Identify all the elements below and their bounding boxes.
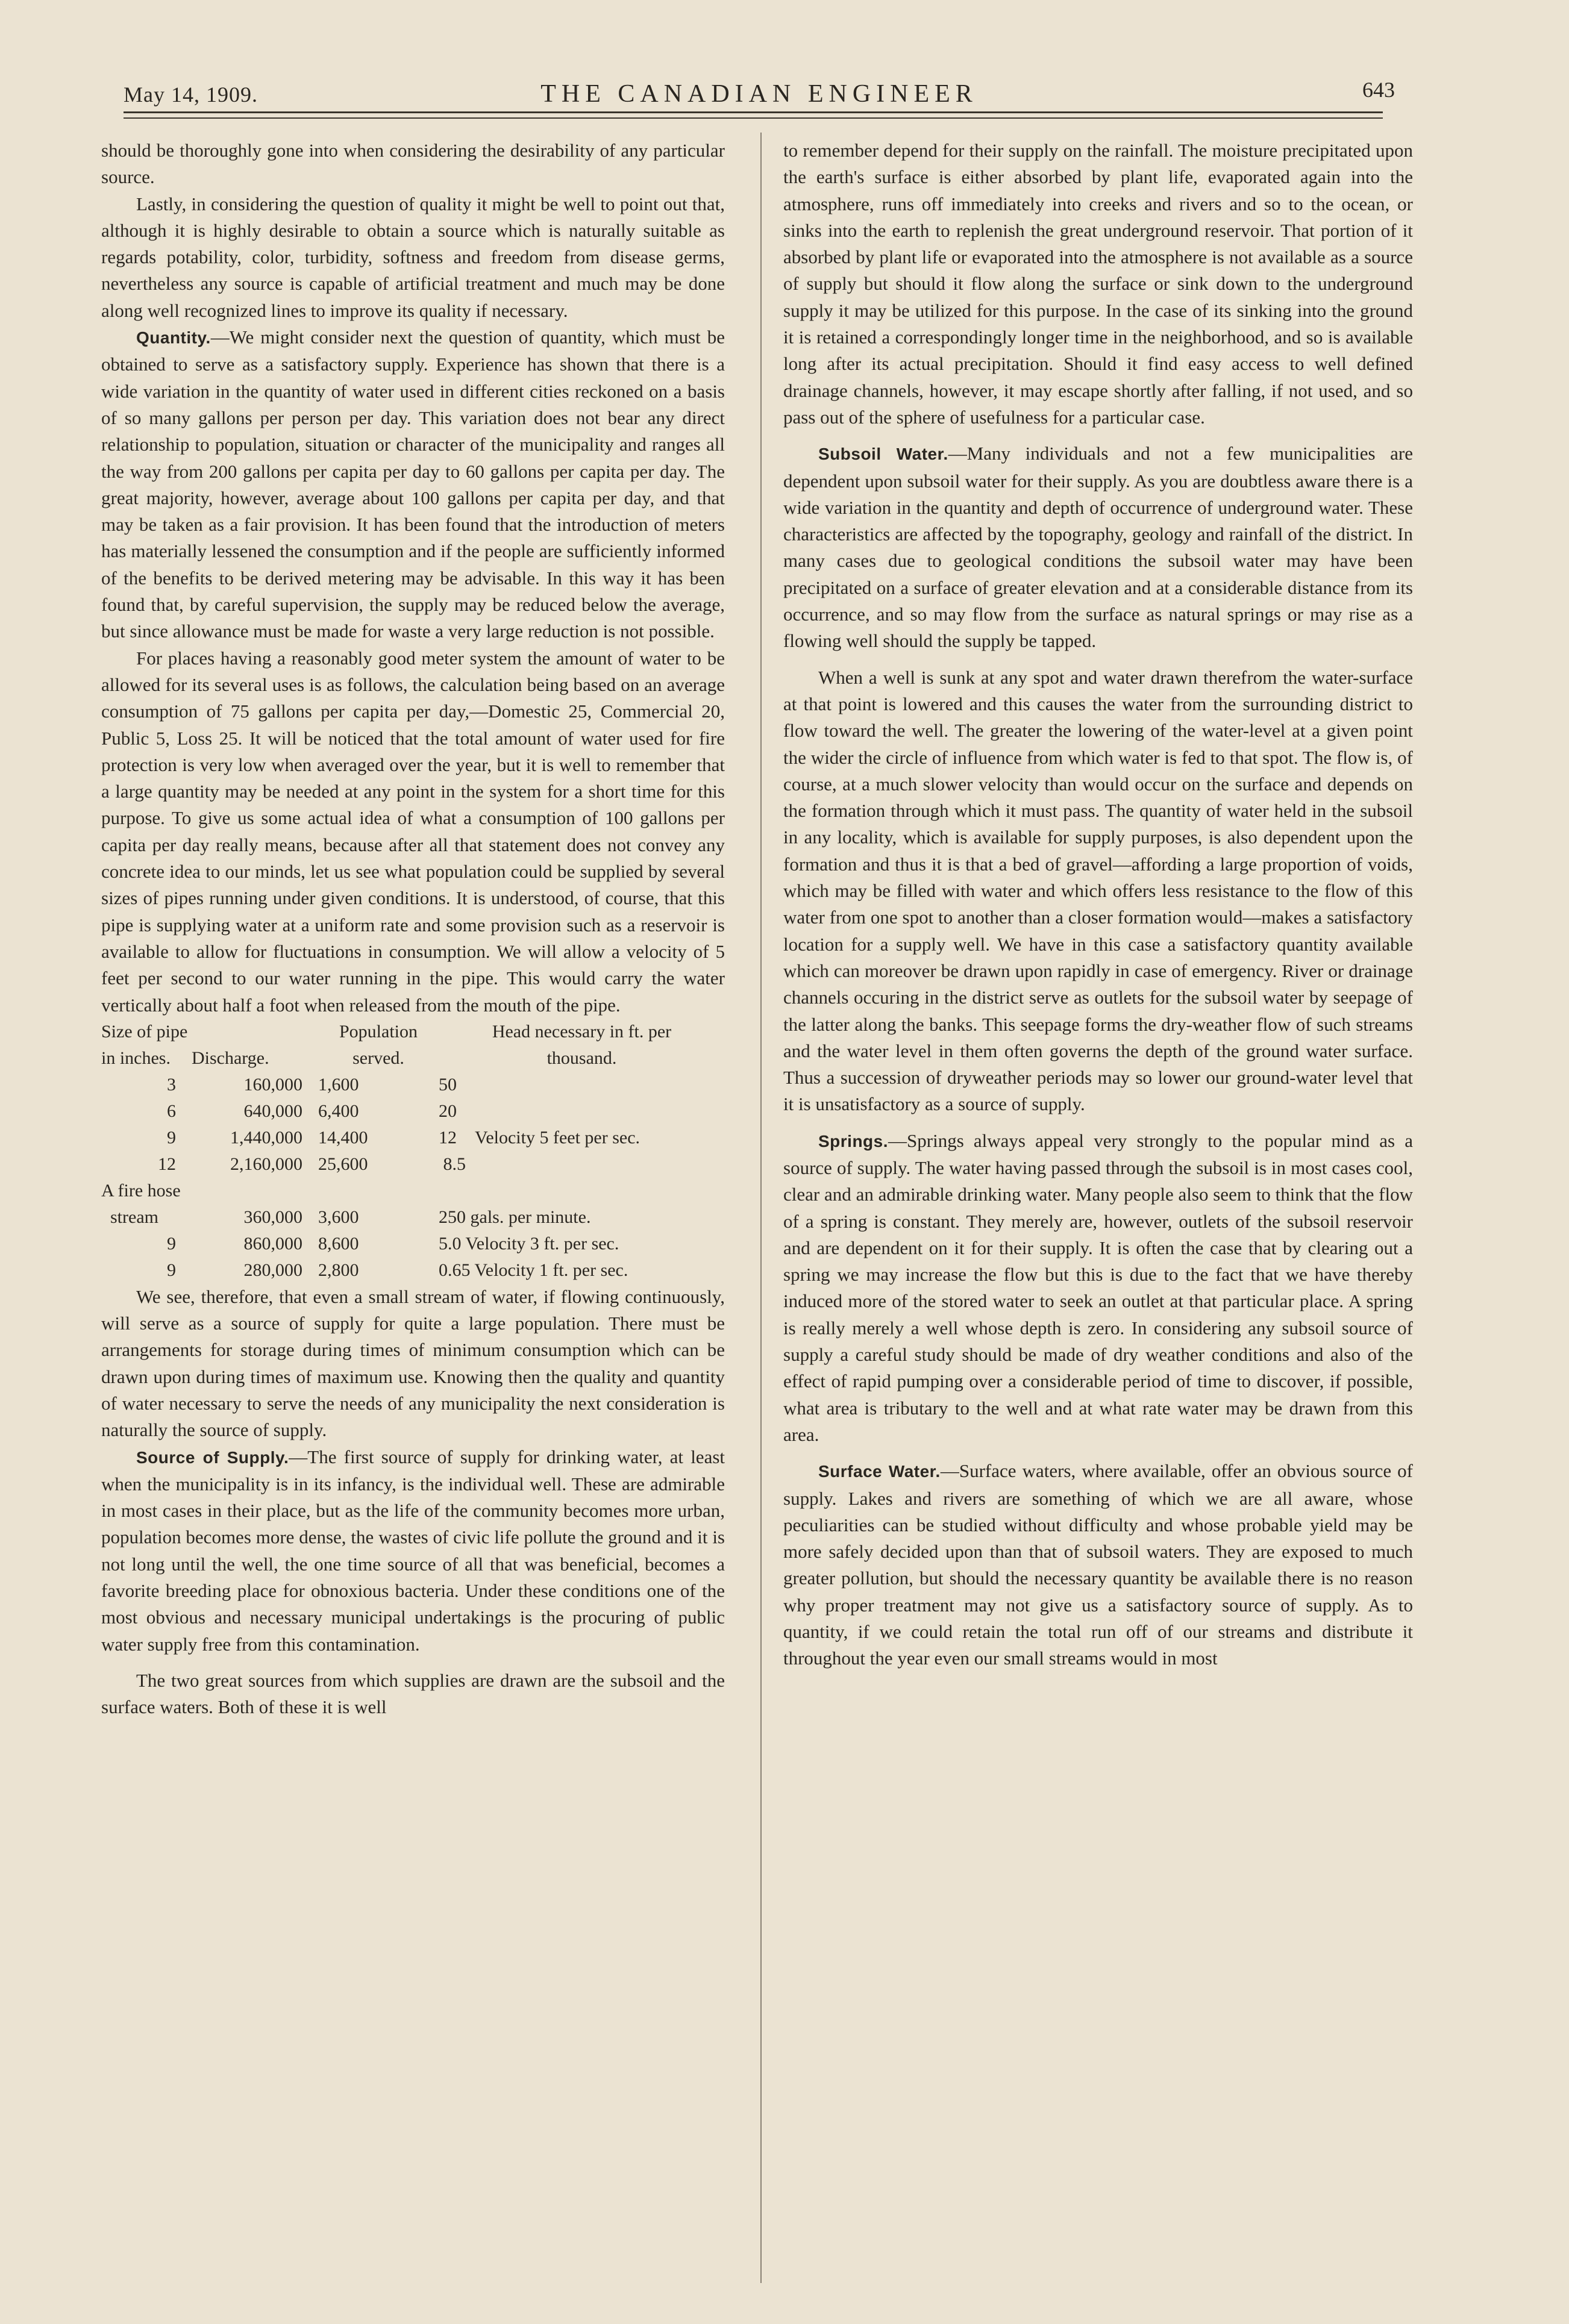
cell-discharge: 360,000 — [243, 1207, 302, 1227]
issue-date: May 14, 1909. — [124, 83, 258, 107]
paragraph: should be thoroughly gone into when considering the desirability of any particular source. — [101, 140, 725, 188]
header-rule-top — [124, 111, 1383, 113]
col-header-population: Population — [339, 1021, 418, 1042]
header-rule-bottom — [124, 117, 1383, 119]
cell-discharge: 640,000 — [243, 1101, 302, 1121]
table-header-row — [101, 1045, 725, 1072]
table-row-fire-label — [101, 1178, 725, 1204]
cell-head: 0.65 Velocity 1 ft. per sec. — [439, 1260, 628, 1280]
journal-title: THE CANADIAN ENGINEER — [540, 80, 978, 108]
paragraph-text: —We might consider next the question of quantity, which must be obtained to serve as a satisfactory supply. Experience has shown that there is a wide variation in the quantity of water used in different cities reckoned on a basis of so many gallons per person per day. This variation does not bear any direct relationship to population, situation or character of the municipality and ranges all the way from 200 gallons per capita per day to 60 gallons per capita per day. The great majority, however, average about 100 gallons per capita per day, and that may be taken as a fair provision. It has been found that the introduction of meters has materially lessened the consumption and if the people are sufficiently informed of the benefits to be derived metering may be advisable. In this way it has been found that, by careful supervision, the supply may be reduced below the average, but since allowance must be made for waste a very large reduction is not possible. — [101, 326, 725, 642]
paragraph-quantity — [101, 324, 725, 645]
cell-discharge: 860,000 — [243, 1233, 302, 1254]
cell-population: 6,400 — [318, 1101, 359, 1121]
cell-size: 9 — [167, 1260, 176, 1280]
pipe-capacity-table — [101, 1019, 725, 1284]
paragraph-springs — [783, 1128, 1413, 1449]
cell-size: 9 — [167, 1233, 176, 1254]
paragraph-surface-water — [783, 1458, 1413, 1672]
section-heading-springs: Springs. — [818, 1131, 889, 1151]
table-row — [101, 1125, 725, 1151]
cell-head-value: 8.5 — [443, 1154, 466, 1174]
cell-head-value: 20 — [439, 1101, 457, 1121]
paragraph: We see, therefore, that even a small stream of water, if flowing continuously, will serve as a source of supply for quite a large population. There must be arrangements for storage during times of minimum consumption which can be drawn upon during times of maximum use. Knowing then the quality and quantity of water necessary to serve the needs of any municipality the next consideration is naturally the source of supply. — [101, 1285, 725, 1441]
col-header-size: Size of pipe — [101, 1021, 188, 1042]
cell-population: 2,800 — [318, 1260, 359, 1280]
paragraph-text: —Many individuals and not a few municipalities are dependent upon subsoil water for their supply. As you are doubtless aware there is a wide variation in the quantity and depth of occurrence of underground water. These characteristics are affected by the topography, geology and rainfall of the district. In many cases due to geological conditions the subsoil water may have been precipitated on a surface of greater elevation and at a considerable distance from its occurrence, and so may flow from the surface as natural springs or may rise as a flowing well should the supply be tapped. — [783, 443, 1414, 652]
cell-head: 5.0 Velocity 3 ft. per sec. — [439, 1233, 619, 1254]
paragraph-subsoil-water — [783, 440, 1413, 654]
cell-head — [439, 1098, 725, 1125]
cell-population: 3,600 — [318, 1207, 359, 1227]
cell-head-value: 50 — [439, 1074, 457, 1095]
paragraph-text: —The first source of supply for drinking water, at least when the municipality is in its infancy, is the individual well. These are admirable in most cases in their place, but as the life of the community becomes more urban, population becomes more dense, the wastes of civic life pollute the ground and it is not long until the well, the one time source of all that was beneficial, becomes a favorite breeding place for obnoxious bacteria. Under these conditions one of the most obvious and necessary municipal undertakings is the procuring of public water supply free from this contamination. — [101, 1446, 725, 1655]
table-row — [101, 1072, 725, 1098]
col-header-head: Head necessary in ft. per — [492, 1021, 672, 1042]
cell-discharge: 1,440,000 — [230, 1127, 302, 1148]
cell-head — [439, 1072, 725, 1098]
paragraph: Lastly, in considering the question of quality it might be well to point out that, although it is highly desirable to obtain a source which is naturally suitable as regards potability, color, turbidity, softness and freedom from disease germs, nevertheless any source is capable of artificial treatment and much may be done along well recognized lines to improve its quality if necessary. — [101, 193, 725, 321]
table-row — [101, 1204, 725, 1231]
paragraph-text: —Surface waters, where available, offer an obvious source of supply. Lakes and rivers are something of which we are all aware, whose peculiarities can be studied without difficulty and whose probable yield may be more safely decided upon than that of subsoil waters. They are exposed to much greater pollution, but should the necessary quantity be available there is no reason why proper treatment may not give us a satisfactory source of supply. As to quantity, if we could retain the total run off of our streams and distribute it throughout the year even our small streams would in most — [783, 1460, 1414, 1669]
cell-population: 1,600 — [318, 1074, 359, 1095]
page-number: 643 — [1362, 78, 1395, 102]
cell-size: 9 — [167, 1127, 176, 1148]
cell-head-value: 12 — [439, 1127, 457, 1148]
paragraph: When a well is sunk at any spot and water drawn therefrom the water-surface at that point is lowered and this causes the water from the surrounding district to flow toward the well. The greater the lowering of the water-level at a given point the wider the circle of influence from which water is fed to that spot. The flow is, of course, at a much slower velocity than would occur on the surface and depends on the formation through which it must pass. The quantity of water held in the subsoil in any locality, which is available for supply purposes, is also dependent upon the formation and thus it is that a bed of gravel—affording a large proportion of voids, which may be filled with water and which offers less resistance to the flow of this water from one spot to another than a closer formation would—makes a satisfactory location for a supply well. We have in this case a satisfactory quantity available which can moreover be drawn upon rapidly in case of emergency. River or drainage channels occuring in the district serve as outlets for the subsoil water by seepage of the latter along the banks. This seepage forms the dry-weather flow of such streams and the water level in them often governs the depth of the ground water surface. Thus a succession of dryweather periods may so lower our ground-water level that it is unsatisfactory as a source of supply. — [783, 666, 1413, 1115]
section-heading-quantity: Quantity. — [136, 328, 211, 348]
table-row — [101, 1257, 725, 1284]
section-heading-surface-water: Surface Water. — [818, 1462, 941, 1481]
paragraph: The two great sources from which supplies are drawn are the subsoil and the surface waters. Both of these it is well — [101, 1669, 725, 1718]
table-row — [101, 1151, 725, 1178]
cell-size: 12 — [158, 1154, 176, 1174]
col-header-population-served: served. — [352, 1048, 404, 1068]
cell-discharge: 280,000 — [243, 1260, 302, 1280]
section-heading-source-of-supply: Source of Supply. — [136, 1448, 289, 1467]
section-heading-subsoil-water: Subsoil Water. — [818, 445, 948, 464]
cell-head: 250 gals. per minute. — [439, 1207, 591, 1227]
cell-head — [439, 1151, 725, 1178]
col-header-head-unit: thousand. — [546, 1048, 617, 1068]
paragraph: For places having a reasonably good meter system the amount of water to be allowed for its several uses is as follows, the calculation being based on an average consumption of 75 gallons per capita per day,—Domestic 25, Commercial 20, Public 5, Loss 25. It will be noticed that the total amount of water used for fire protection is very low when averaged over the year, but it is well to remember that a large quantity may be needed at any point in the system for a short time for this purpose. To give us some actual idea of what a consumption of 100 gallons per capita per day really means, because after all that statement does not convey any concrete idea to our minds, let us see what population could be supplied by several sizes of pipes running under given conditions. It is understood, of course, that this pipe is supplying water at a uniform rate and some provision such as a reservoir is available to allow for fluctuations in consumption. We will allow a velocity of 5 feet per second to our water running in the pipe. This would carry the water vertically about half a foot when released from the mouth of the pipe. — [101, 647, 725, 1016]
paragraph-text: —Springs always appeal very strongly to the popular mind as a source of supply. The water having passed through the subsoil is in most cases cool, clear and an admirable drinking water. Many people also seem to think that the flow of a spring is constant. They merely are, however, outlets of the subsoil reservoir and are dependent on it for their supply. It is often the case that by clearing out a spring we may increase the flow but this is due to the fact that we have thereby induced more of the stored water to seek an outlet at that particular place. A spring is really merely a well whose depth is zero. In considering any subsoil source of supply a careful study should be made of dry weather conditions and also of the effect of rapid pumping over a considerable period of time to discover, if possible, what area is tributary to the well and at what rate water may be drawn from this area. — [783, 1129, 1413, 1445]
cell-fire-label-stream — [101, 1204, 192, 1231]
table-header-row — [101, 1019, 725, 1045]
left-column — [101, 137, 725, 1721]
cell-population: 8,600 — [318, 1233, 359, 1254]
fire-stream-label: stream — [110, 1207, 158, 1227]
col-header-discharge: Discharge. — [192, 1048, 269, 1068]
cell-discharge: 160,000 — [243, 1074, 302, 1095]
cell-size: 6 — [167, 1101, 176, 1121]
paragraph: to remember depend for their supply on the rainfall. The moisture precipitated upon the earth's surface is either absorbed by plant life, evaporated again into the atmosphere, runs off immediately into creeks and rivers and so to the ocean, or sinks into the earth to replenish the great underground reservoir. That portion of it absorbed by plant life or evaporated into the atmosphere is not available as a source of supply but should it flow along the surface or sink down to the underground supply it may be utilized for this purpose. In the case of its sinking into the ground it is retained a correspondingly longer time in the neighborhood, and so is available long after its actual precipitation. Should it find easy access to well defined drainage channels, however, it may escape shortly after falling, if not used, and so pass out of the sphere of usefulness for a particular case. — [783, 140, 1413, 428]
cell-velocity-note: Velocity 5 feet per sec. — [475, 1127, 640, 1148]
table-row — [101, 1098, 725, 1125]
cell-fire-label: A fire hose — [101, 1180, 181, 1201]
cell-size: 3 — [167, 1074, 176, 1095]
cell-population: 25,600 — [318, 1154, 368, 1174]
right-column — [783, 137, 1413, 1672]
table-row — [101, 1231, 725, 1257]
cell-head — [439, 1125, 725, 1151]
paragraph-source-of-supply — [101, 1444, 725, 1658]
cell-population: 14,400 — [318, 1127, 368, 1148]
column-divider — [760, 133, 762, 2283]
col-header-size-unit: in inches. — [101, 1048, 171, 1068]
cell-discharge: 2,160,000 — [230, 1154, 302, 1174]
